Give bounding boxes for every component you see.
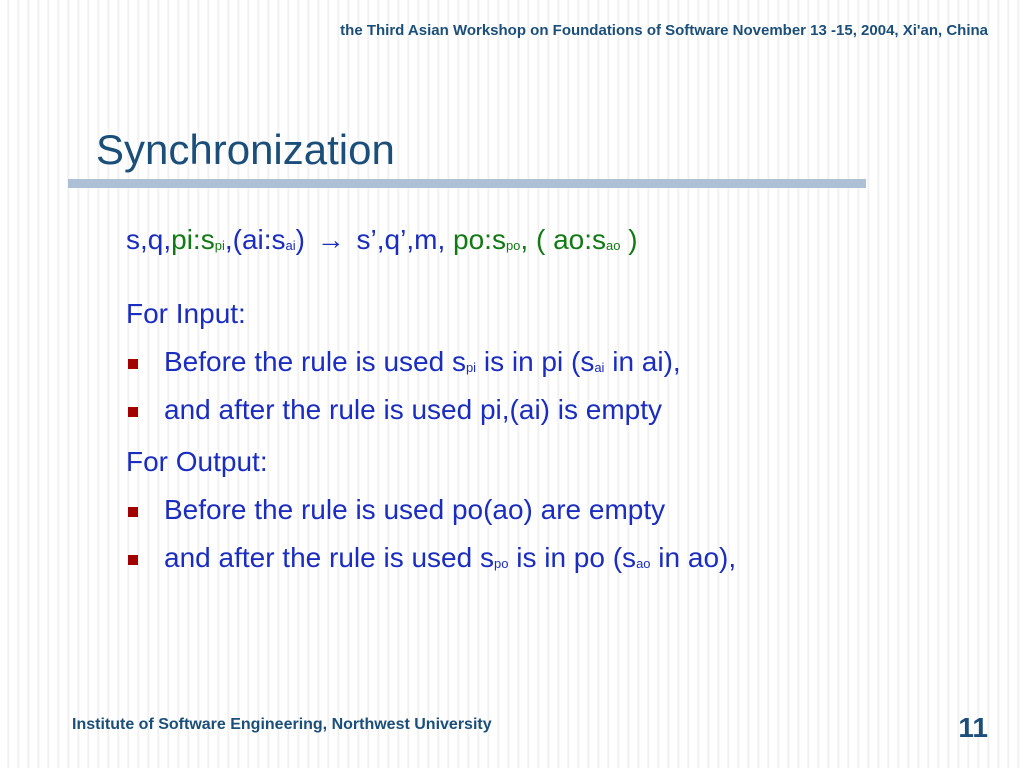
workshop-header: the Third Asian Workshop on Foundations of Software November 13 -15, 2004, Xi'an, China xyxy=(340,22,988,39)
output-bullet-after xyxy=(126,540,986,588)
subscript-ai: ai xyxy=(594,360,605,375)
formula-ai-subscript: ai xyxy=(285,238,296,253)
bullet-text: Before the rule is used s xyxy=(164,346,466,377)
bullet-text: in ai), xyxy=(604,346,681,377)
footer-institution: Institute of Software Engineering, Northwest University xyxy=(72,716,492,733)
formula-comma: , xyxy=(224,224,233,255)
formula-pi-subscript: pi xyxy=(214,238,225,253)
formula-comma-2: , xyxy=(520,224,536,255)
formula-ao-open: ( ao:s xyxy=(535,224,607,255)
square-bullet-icon xyxy=(128,407,138,417)
formula-lhs-text: s,q, xyxy=(126,224,172,255)
output-heading: For Output: xyxy=(126,446,268,477)
right-arrow-icon: → xyxy=(316,224,345,255)
synchronization-formula xyxy=(126,222,986,262)
formula-ao-close: ) xyxy=(620,224,638,255)
title-underline xyxy=(68,179,866,188)
bullet-text: and after the rule is used s xyxy=(164,542,494,573)
input-bullet-after xyxy=(126,392,986,440)
bullet-text: and after the rule is used pi,(ai) is empty xyxy=(164,394,663,425)
square-bullet-icon xyxy=(128,555,138,565)
square-bullet-icon xyxy=(128,507,138,517)
subscript-po: po xyxy=(493,556,509,571)
bullet-text: in ao), xyxy=(650,542,737,573)
formula-pi-text: pi:s xyxy=(171,224,215,255)
slide-body xyxy=(126,222,986,588)
bullet-text: is in po (s xyxy=(508,542,637,573)
input-heading: For Input: xyxy=(126,298,246,329)
formula-ai-close: ) xyxy=(295,224,305,255)
formula-po-text: po:s xyxy=(453,224,506,255)
formula-po-subscript: po xyxy=(505,238,521,253)
bullet-text: Before the rule is used po(ao) are empty xyxy=(164,494,666,525)
formula-rhs-text: s’,q’,m, xyxy=(356,224,454,255)
formula-ao-subscript: ao xyxy=(606,238,621,253)
slide-title: Synchronization xyxy=(96,126,395,173)
subscript-pi: pi xyxy=(465,360,477,375)
page-number: 11 xyxy=(958,712,988,743)
bullet-text: is in pi (s xyxy=(476,346,595,377)
subscript-ao: ao xyxy=(636,556,651,571)
input-bullet-before xyxy=(126,344,986,392)
square-bullet-icon xyxy=(128,359,138,369)
output-bullet-before xyxy=(126,492,986,540)
formula-ai-open: (ai:s xyxy=(232,224,286,255)
